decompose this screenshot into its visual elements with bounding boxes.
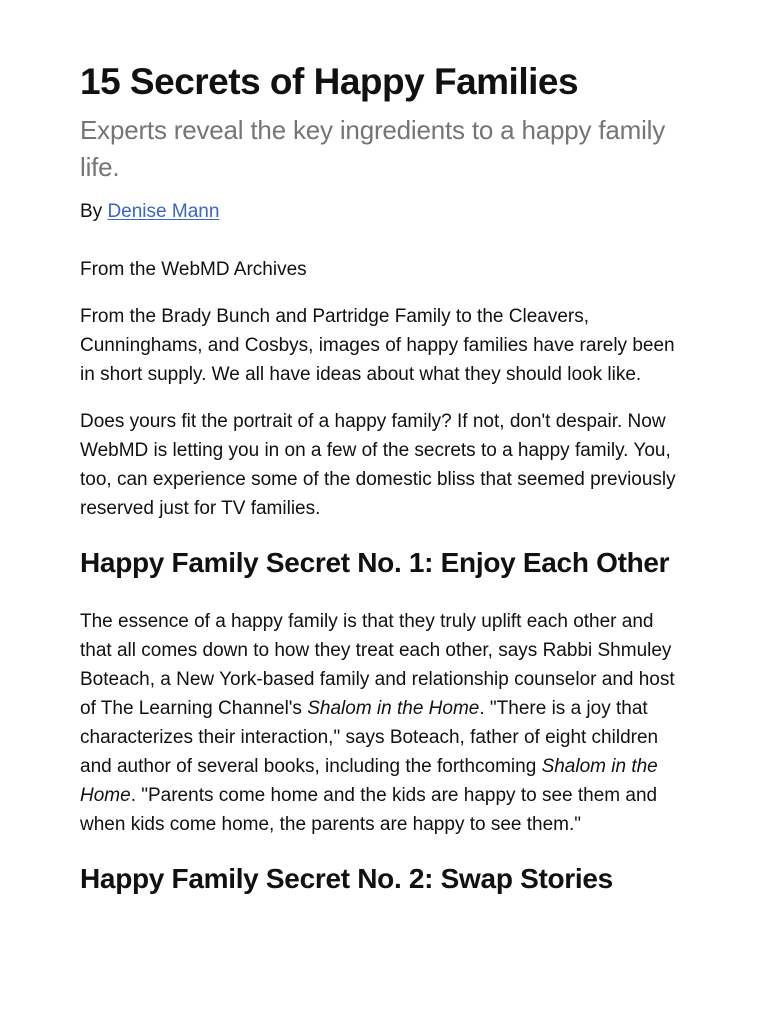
byline-prefix: By	[80, 201, 108, 222]
author-link[interactable]: Denise Mann	[107, 201, 220, 222]
article-title: 15 Secrets of Happy Families	[80, 61, 579, 102]
section-heading-1: Happy Family Secret No. 1: Enjoy Each Other	[80, 547, 670, 578]
article-subtitle: Experts reveal the key ingredients to a happy family life.	[80, 115, 666, 182]
section-1-paragraph	[80, 607, 688, 839]
section-1-text-3: . "Parents come home and the kids are happy to see them and when kids come home, the parents are happy to see them."	[80, 785, 658, 835]
book-title: Shalom in the Home	[80, 756, 658, 806]
archives-label: From the WebMD Archives	[80, 259, 307, 280]
intro-paragraph-2: Does yours fit the portrait of a happy family? If not, don't despair. Now WebMD is letting you in on a few of the secrets to a happy family. You, too, can experience some of the domestic bliss that seemed previously reserved just for TV families.	[80, 411, 676, 519]
section-1-text-1: The essence of a happy family is that they truly uplift each other and that all comes down to how they treat each other, says Rabbi Shmuley Boteach, a New York-based family and relationship counselor and host of The Learning Channel's	[80, 611, 675, 719]
section-1-text-2: . "There is a joy that characterizes their interaction," says Boteach, father of eight children and author of several books, including the forthcoming	[80, 698, 659, 777]
show-title-1: Shalom in the Home	[307, 698, 480, 719]
byline	[80, 198, 688, 226]
intro-paragraph-1: From the Brady Bunch and Partridge Family to the Cleavers, Cunninghams, and Cosbys, images of happy families have rarely been in short supply. We all have ideas about what they should look like.	[80, 306, 675, 385]
section-heading-2: Happy Family Secret No. 2: Swap Stories	[80, 863, 613, 894]
